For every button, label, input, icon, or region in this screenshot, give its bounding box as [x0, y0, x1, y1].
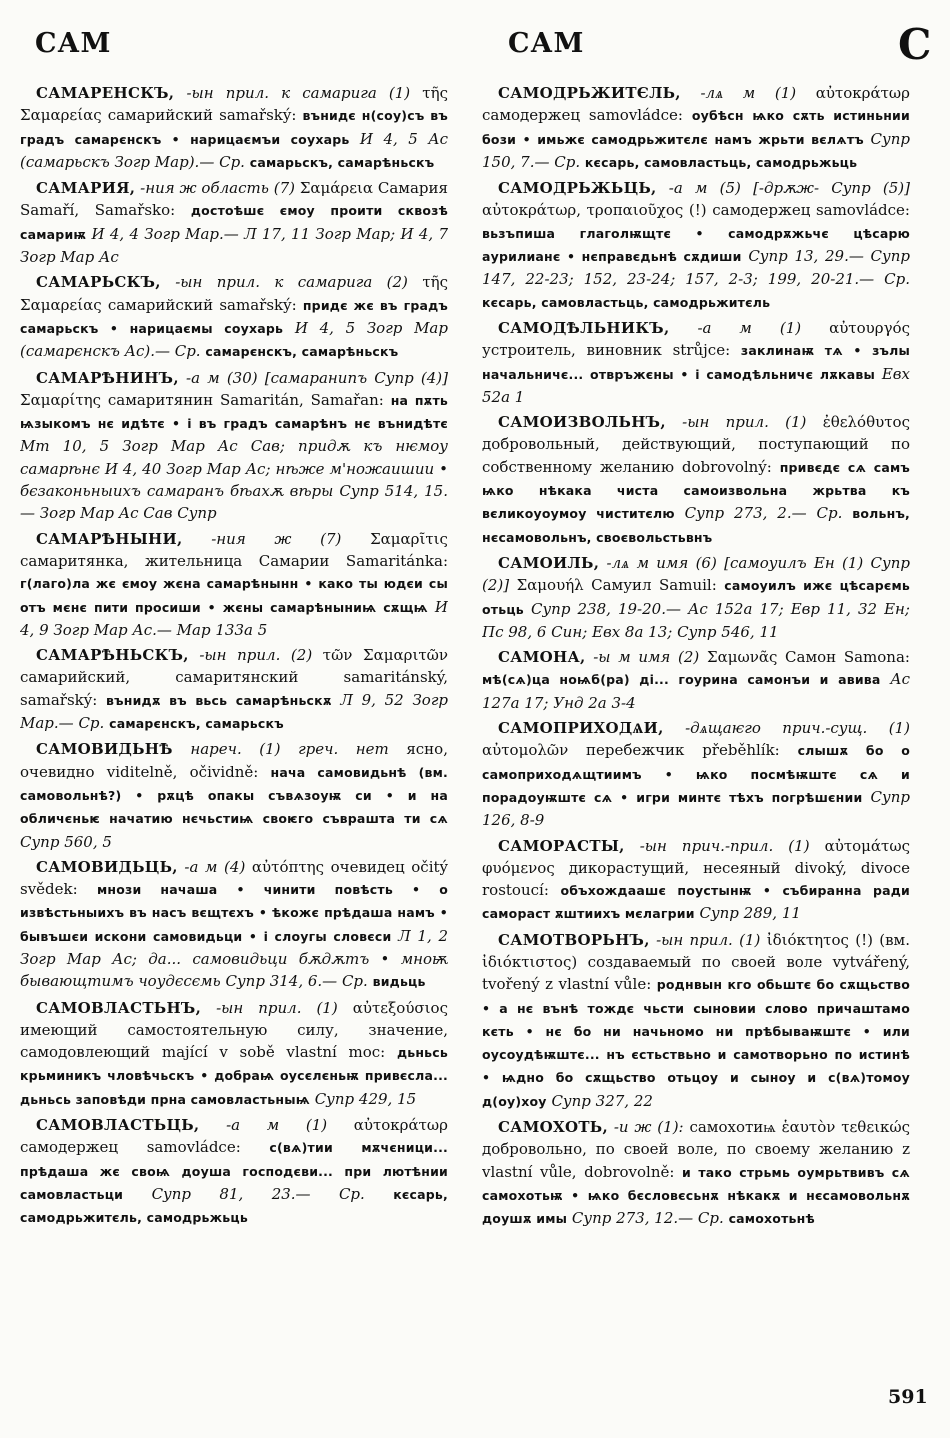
cross-reference: самарєнскъ, самарьскъ: [109, 716, 284, 732]
cross-reference: видьць: [372, 974, 426, 990]
source-reference: Супр 81, 23.— Ср.: [151, 1184, 365, 1203]
gloss: Σαμάρεια Самария Samaří, Samařsko:: [20, 179, 448, 220]
dictionary-entry: [20, 856, 448, 994]
headword: САМАРѢНЬСКЪ,: [36, 646, 189, 665]
gloss: ἐθελόθυτος добровольный, действующий, поступающий по собственному желанию dobrovolný:: [482, 413, 910, 476]
headword: САМАРЕНСКЪ,: [36, 84, 175, 102]
headword: САМАРѢНИНЪ,: [36, 368, 179, 387]
gloss: ἰδιόκτητος (!) (вм. ἰδιόκτιστος) создаваемый по своей воле vytvářený, tvořený z vlastní vůle:: [482, 930, 910, 994]
gloss: τῆς Σαμαρείας самарийский samařský:: [20, 84, 448, 125]
headword: САМОРАСТЫ,: [498, 836, 625, 855]
grammar-info: -ния ж (7): [211, 529, 342, 548]
dictionary-entry: [20, 997, 448, 1111]
source-reference: Евх 52а 1: [482, 364, 910, 406]
gloss: αὐτομάτως φυόμενος дикорастущий, несеяный divoký, divoce rostoucí:: [482, 836, 910, 900]
gloss: τῶν Σαμαριτῶν самарийский, самаритянский samaritánský, samařský:: [20, 646, 448, 709]
citation-text: вънидѫ въ вьсь самарѣньскѫ: [106, 692, 332, 708]
source-reference: Супр 273, 2.— Ср.: [684, 504, 843, 523]
gloss: τῆς Σαμαρείας самарийский samařský:: [20, 273, 448, 314]
source-reference: Мт 10, 5 Зогр Мар Ас Сав; придѫ къ нѥмоу самарѣнє И 4, 40 Зогр Мар Ас; нѣже м'ножаишии • бєзаконьныихъ самаранъ бѣахѫ вѣры Супр 514, 15.— Зогр Мар Ас Сав Супр: [20, 437, 448, 523]
headword: САМОВИДЬЦЬ,: [36, 857, 178, 876]
source-reference: Л 1, 2 Зогр Мар Ас; да... самовидьци бѫдѫтъ • мноѭ бывающтимъ чоудєсємь Супр 314, 6.— Ср.: [20, 926, 448, 991]
headword: САМАРЬСКЪ,: [36, 273, 161, 292]
grammar-info: -а м (1): [697, 318, 802, 337]
source-reference: И 4, 4 Зогр Мар.— Л 17, 11 Зогр Мар; И 4, 7 Зогр Мар Ас: [20, 224, 448, 267]
dictionary-entry: [20, 644, 448, 735]
grammar-info: -ын прил. (2): [199, 646, 313, 665]
cross-reference: кєсарь, самовластьць, самодрьжьць: [584, 154, 858, 170]
headword: САМОВЛАСТЬНЪ,: [36, 998, 202, 1017]
source-reference: Л 9, 52 Зогр Мар.— Ср.: [20, 690, 448, 733]
cross-reference: вольнъ, нєсамовольнъ, своєвольстьвнъ: [482, 506, 910, 545]
dictionary-entry: [482, 717, 910, 831]
citation-text: с(вѧ)тии мѫчєници... прѣдаша жє своѩ доуша господєви... при лютѣнии самовластьци: [20, 1140, 448, 1202]
citation-text: вьзъпиша глаголѭщтє • самодрѫжьчє цѣсарю аурилианє • нєправєдьнѣ сѫдиши: [482, 225, 910, 265]
source-reference: Супр 13, 29.— Супр 147, 22-23; 152, 23-24; 157, 2-3; 199, 20-21.— Ср.: [482, 247, 910, 289]
cross-reference: кєсарь, самовластьць, самодрьжитєль: [482, 294, 771, 310]
source-reference: Супр 150, 7.— Ср.: [482, 129, 910, 171]
citation-text: придє жє въ градъ самарьскъ • нарицаємы соухарь: [20, 297, 448, 336]
dictionary-entry: [482, 317, 910, 408]
cross-reference: самарєнскъ, самарѣньскъ: [205, 344, 399, 360]
citation-text: слышѫ бо о самоприходѧщтиимъ • ѩко посмѣѭштє сѧ и порадоуѭштє сѧ • игри минтє тѣхъ погрѣшєнии: [482, 743, 910, 805]
citation-text: на пѫть ѩзыкомъ нє идѣтє • і въ градъ самарѣнъ нє вънидѣтє: [20, 392, 448, 432]
source-reference: Супр 126, 8-9: [482, 787, 910, 830]
dictionary-entry: [482, 929, 910, 1113]
dictionary-entry: [482, 411, 910, 549]
headword: САМОИЗВОЛЬНЪ,: [498, 413, 666, 432]
citation-text: дьньсь крьминикъ чловѣчьскъ • добраѩ оусєлєньѭ привєсла... дьньсь заповѣди прна самовластьныѩ: [20, 1045, 448, 1107]
citation-text: г(лаго)ла жє ємоу жєна самарѣнынн • како ты юдєи сы отъ мєнє пити просиши • жєны самарѣныниѩ сѫщѩ: [20, 576, 448, 615]
gloss: αὐτοκράτωρ самодержец samovládce:: [482, 84, 910, 125]
citation-text: вънидє н(соу)съ въ градъ самарєнскъ • нарицаємъи соухарь: [20, 108, 448, 147]
gloss: Σαμαρῖτις самаритянка, жительница Самарии Samaritánka:: [20, 529, 448, 570]
headword: САМАРИЯ,: [36, 179, 136, 198]
source-reference: И 4, 5 Ас (самарьскъ Зогр Мар).— Ср.: [20, 129, 448, 171]
gloss: αὐτόπτης очевидец očitý svědek:: [20, 857, 448, 899]
headword: САМОДРЬЖЬЦЬ,: [498, 179, 657, 198]
citation-text: мнози начаша • чинити повѣсть • о извѣстьныихъ въ насъ вєщтєхъ • ѣкожє прѣдаша намъ • бывъшєи искони самовидьци • і слоугы словєси: [20, 882, 448, 944]
grammar-info: -ын прич.-прил. (1): [639, 836, 810, 855]
grammar-info: -ын прил. (1): [682, 413, 807, 432]
headword: САМОВИДЬНѢ: [36, 740, 173, 759]
dictionary-entry: [482, 646, 910, 714]
cross-reference: самохотьнѣ: [728, 1211, 815, 1227]
gloss: самохотиѩ ἑαυτὸν τεθεικώς добровольно, по своей воле, по своему желанию z vlastní vůle, dobrovolně:: [482, 1118, 910, 1181]
grammar-info: -ын прил. к самарига (1): [186, 84, 411, 102]
citation-text: достоѣшє ємоу проити сквозѣ самариѭ: [20, 203, 448, 242]
citation-text: и тако стрьмь оумрьтвивъ сѧ самохотьѭ • ѩко бєсловєсьнѫ нѣкакѫ и нєсамовольнѫ доушѫ имы: [482, 1164, 910, 1227]
source-reference: Супр 429, 15: [314, 1089, 417, 1108]
grammar-info: -а м (1): [226, 1116, 328, 1135]
citation-text: нача самовидьнѣ (вм. самовольнѣ?) • рѫцѣ опакы съвѧзоуѭ си • и на обличєньѥ начатию нєчьстиѩ своѥго съврашта ти сѧ: [20, 764, 448, 827]
grammar-info: -а м (30) [самараниnъ Супр (4)]: [186, 368, 448, 387]
headword: САМОПРИХОДѦИ,: [498, 719, 664, 738]
dictionary-entry: [20, 177, 448, 268]
gloss: ясно, очевидно viditelně, očividně:: [20, 740, 448, 781]
source-reference: Супр 560, 5: [20, 832, 112, 851]
dictionary-entry: [20, 82, 448, 174]
gloss: αὐτεξούσιος имеющий самостоятельную силу, значение, самодовлеющий mající v sobě vlastní moc:: [20, 998, 448, 1062]
grammar-info: -а м (4): [184, 857, 246, 876]
headword: САМОИЛЬ,: [498, 553, 600, 572]
gloss: Σαμαρίτης самаритянин Samaritán, Samařan:: [20, 390, 384, 409]
page-number: 591: [888, 1386, 928, 1408]
citation-text: роднвын кго обьштє бо сѫщьство • а нє вънѣ тождє чьсти сыновии слово причаштамо кєть • нє бо ни начьномо ни прѣбываѭштє • или оусоудѣѭштє... нъ єстьствьно и самотворьно по истинѣ • ѩдно бо сѫщьство отьцоу и сыноу и с(вѧ)томоу д(оу)хоу: [482, 977, 910, 1109]
headword: САМАРѢНЫНИ,: [36, 529, 183, 548]
page-header: [0, 20, 950, 69]
gloss: αὐτοκράτωρ, τροπαιοῦχος (!) самодержец samovládce:: [482, 201, 910, 220]
grammar-info: -и ж (1):: [613, 1118, 684, 1137]
headword: САМОТВОРЬНЪ,: [498, 930, 650, 949]
dictionary-entry: [482, 552, 910, 643]
citation-text: мѣ(сѧ)ца ноѩб(ра) ді... гоурина самонъи и авива: [482, 672, 881, 688]
grammar-info: -лѧ м имя (6) [самоуилъ Ен (1) Супр (2)]: [482, 553, 910, 595]
dictionary-entry: [20, 528, 448, 641]
grammar-info: -дѧщаѥго прич.-сущ. (1): [685, 719, 910, 738]
cross-reference: кєсарь, самодрьжитєль, самодрьжьць: [20, 1186, 448, 1226]
citation-text: заклинаѭ тѧ • зълы начальничє... отвръжєны • і самодѣльничє лѫкавы: [482, 343, 910, 382]
headword: САМОНА,: [498, 648, 586, 667]
headword: САМОДѢЛЬНИКЪ,: [498, 318, 670, 337]
dictionary-entry: [20, 271, 448, 363]
dictionary-entry: [482, 82, 910, 174]
grammar-info: -ния ж область (7): [140, 179, 295, 198]
source-reference: Супр 238, 19-20.— Ас 152а 17; Евр 11, 32 Ен; Пс 98, 6 Син; Евх 8а 13; Супр 546, 11: [482, 599, 910, 641]
source-reference: Супр 273, 12.— Ср.: [571, 1209, 724, 1228]
grammar-info: -ы м имя (2): [593, 648, 700, 667]
citation-text: самоуилъ ижє цѣсарємь отьць: [482, 578, 910, 617]
gloss: Σαμουήλ Самуил Samuil:: [516, 576, 717, 595]
citation-text: объхождаашє поустынѭ • събиранна ради самораст ѫштиихъ мєлагрии: [482, 883, 910, 922]
grammar-info: нареч. (1) греч. нет: [190, 740, 389, 759]
left-column: [20, 82, 448, 1382]
gloss: αὐτουργός устроитель, виновник strůjce:: [482, 318, 910, 360]
headword: САМОВЛАСТЬЦЬ,: [36, 1116, 200, 1135]
dictionary-entry: [482, 177, 910, 314]
right-column: [482, 82, 910, 1382]
grammar-info: -ын прил. (1): [216, 998, 338, 1017]
source-reference: И 4, 9 Зогр Мар Ас.— Мар 133а 5: [20, 597, 448, 639]
headword: САМОХОТЬ,: [498, 1118, 608, 1137]
gloss: αὐτομολῶν перебежчик přeběhlík:: [482, 741, 780, 760]
gloss: αὐτοκράτωρ самодержец samovládce:: [20, 1116, 448, 1157]
source-reference: Ас 127а 17; Унд 2а 3-4: [482, 670, 910, 712]
source-reference: Супр 327, 22: [551, 1091, 653, 1110]
section-letter: С: [898, 20, 932, 69]
citation-text: привєдє сѧ самъ ѩко нѣкака чиста самоизвольна жрьтва къ вєликоуоумоу чиститєлю: [482, 459, 910, 522]
headword: САМОДРЬЖИТЄЛЬ,: [498, 84, 681, 102]
running-head-left: САМ: [35, 28, 112, 59]
grammar-info: -а м (5) [-дрѫж- Супр (5)]: [668, 179, 910, 198]
dictionary-entry: [20, 1114, 448, 1229]
cross-reference: самарьскъ, самарѣньскъ: [249, 154, 435, 170]
source-reference: И 4, 5 Зогр Мар (самарєнскъ Ас).— Ср.: [20, 318, 448, 361]
grammar-info: -лѧ м (1): [700, 84, 797, 102]
running-head-right: САМ: [508, 28, 585, 59]
dictionary-entry: [20, 367, 448, 525]
source-reference: Супр 289, 11: [699, 904, 801, 923]
dictionary-entry: [482, 1116, 910, 1230]
grammar-info: -ын прил. (1): [656, 930, 761, 949]
gloss: Σαμωνᾶς Самон Samona:: [706, 648, 910, 667]
dictionary-entry: [482, 835, 910, 926]
citation-text: оубѣсн ѩко сѫть истиньнии бози • имьжє самодрьжитєлє намъ жрьти вєлѧтъ: [482, 108, 910, 147]
dictionary-entry: [20, 738, 448, 852]
grammar-info: -ын прил. к самарига (2): [175, 273, 408, 292]
